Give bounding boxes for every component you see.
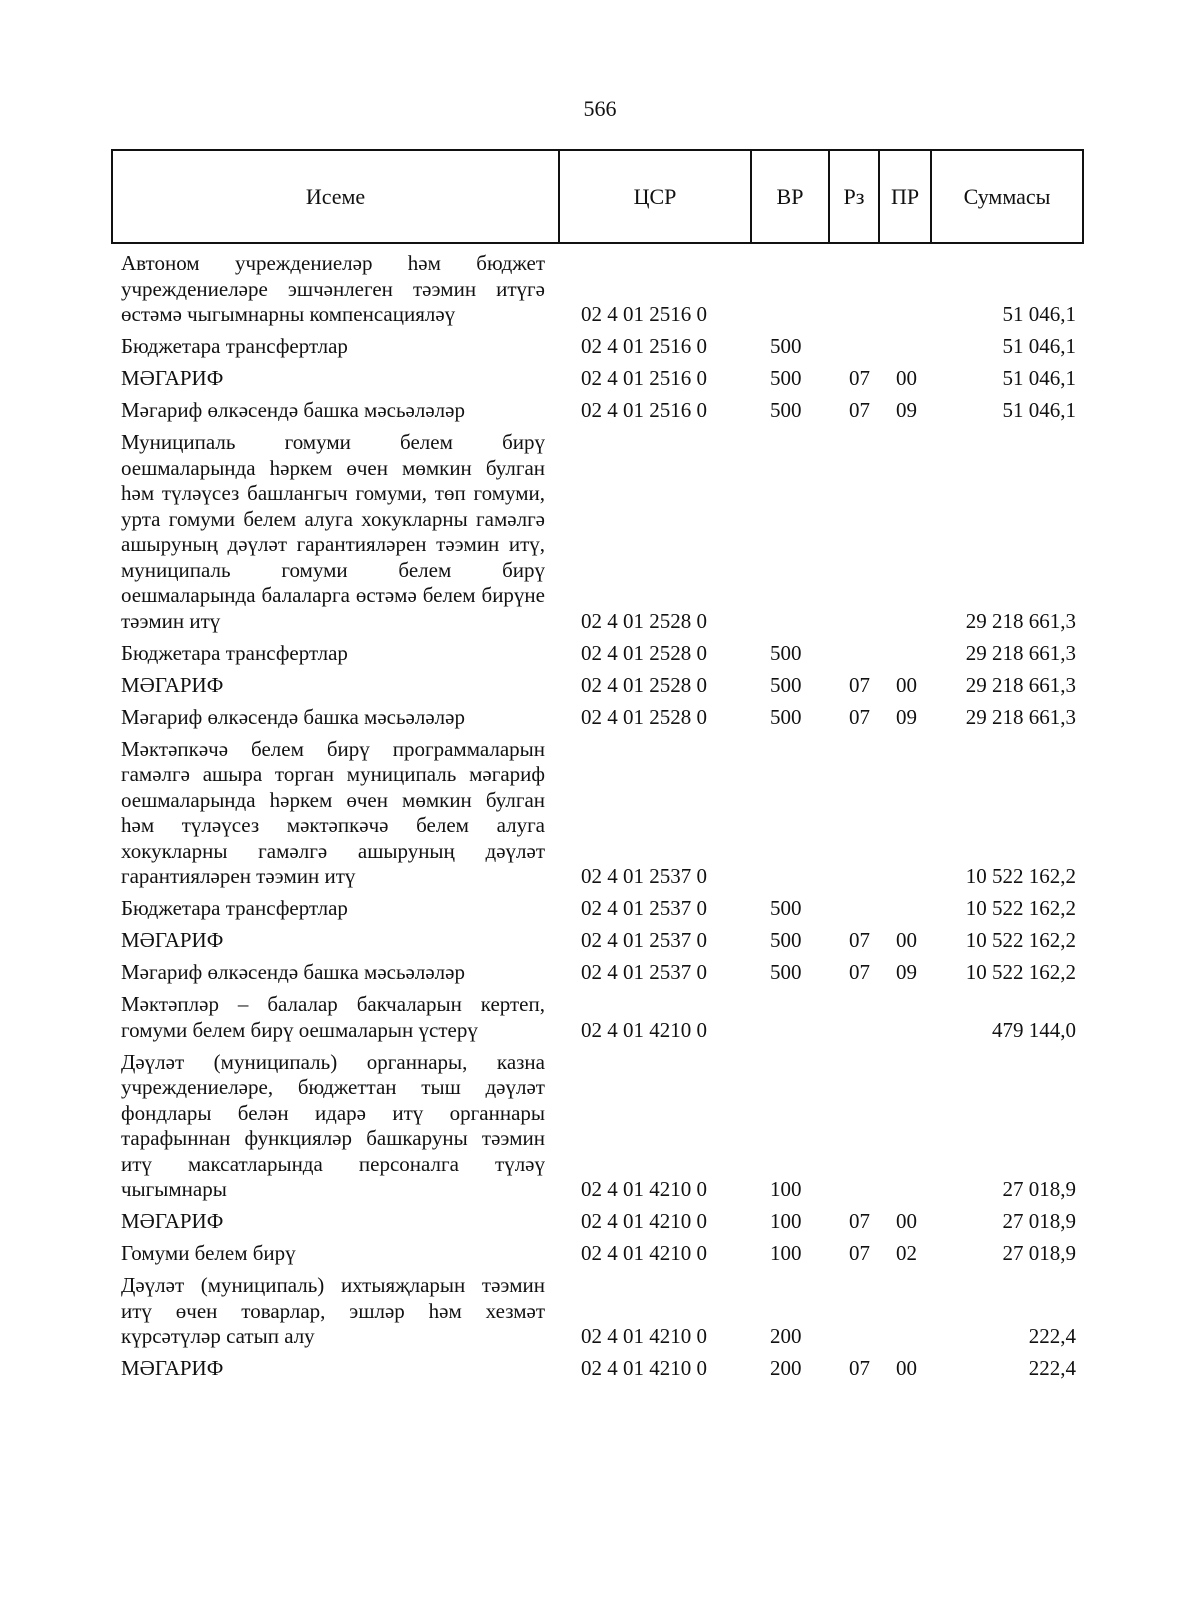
cell-pr: 00: [896, 1209, 917, 1233]
cell-pr: 09: [896, 398, 917, 422]
cell-sum: 222,4: [1028, 1356, 1076, 1380]
cell-sum: 10 522 162,2: [965, 928, 1076, 952]
table-row: [111, 334, 1084, 366]
cell-name: Дәүләт (муниципаль) органнары, казна учреждениеләре, бюджеттан тыш дәүләт фондлары белән идарә итү органнары тарафыннан функцияләр башкаруны тәэмин итү максатларында персоналга түләү чыгымнары: [121, 1049, 545, 1201]
table-row: [111, 1273, 1084, 1356]
cell-sum: 51 046,1: [1002, 398, 1076, 422]
cell-csr: 02 4 01 2537 0: [581, 896, 707, 920]
cell-vr: 500: [770, 640, 802, 665]
cell-csr: 02 4 01 4210 0: [581, 1241, 707, 1265]
cell-pr: 00: [896, 672, 917, 697]
table-row: [111, 928, 1084, 960]
table-row: [111, 705, 1084, 737]
table-row: [111, 737, 1084, 897]
page-number: 566: [583, 96, 617, 121]
cell-csr: 02 4 01 2528 0: [581, 704, 707, 729]
cell-sum: 10 522 162,2: [965, 896, 1076, 920]
cell-csr: 02 4 01 2516 0: [581, 398, 707, 422]
cell-csr: 02 4 01 2537 0: [581, 928, 707, 952]
table-row: [111, 896, 1084, 928]
header-sum: Суммасы: [963, 183, 1051, 209]
cell-name: МӘГАРИФ: [121, 1356, 224, 1380]
cell-csr: 02 4 01 4210 0: [581, 1209, 707, 1233]
cell-name: МӘГАРИФ: [121, 1209, 224, 1233]
table-row: [111, 251, 1084, 334]
table-row: [111, 430, 1084, 641]
cell-name: Бюджетара трансфертлар: [121, 640, 348, 665]
cell-sum: 29 218 661,3: [965, 672, 1076, 697]
cell-vr: 500: [770, 398, 802, 422]
table-row: [111, 1209, 1084, 1241]
cell-vr: 100: [770, 1209, 802, 1233]
cell-sum: 27 018,9: [1002, 1177, 1076, 1201]
cell-name: Мәктәпкәчә белем бирү программаларын гамәлгә ашыра торган муниципаль мәгариф оешмаларында һәркем өчен мөмкин булган һәм түләүсез мәктәпкәчә белем алуга хокукларны гамәлгә ашыруның дәүләт гарантияләрен тәэмин итү: [121, 736, 545, 888]
header-name: Исеме: [113, 151, 560, 242]
cell-csr: 02 4 01 2537 0: [581, 960, 707, 984]
cell-vr: 100: [770, 1241, 802, 1265]
cell-rz: 07: [849, 398, 870, 422]
cell-vr: 500: [770, 704, 802, 729]
cell-name: Муниципаль гомуми белем бирү оешмаларында һәркем өчен мөмкин булган һәм түләүсез башлангыч гомуми, төп гомуми, урта гомуми белем алуга хокукларны гамәлгә ашыруның дәүләт гарантияләрен тәэмин итү, муниципаль гомуми белем бирү оешмаларында балаларга өстәмә белем бирүне тәэмин итү: [121, 430, 545, 633]
table-body: [111, 251, 1084, 1388]
cell-name: Мәгариф өлкәсендә башка мәсьәләләр: [121, 704, 465, 729]
cell-csr: 02 4 01 4210 0: [581, 1177, 707, 1201]
cell-csr: 02 4 01 2516 0: [581, 302, 707, 326]
cell-sum: 10 522 162,2: [965, 864, 1076, 888]
table-row: [111, 992, 1084, 1050]
cell-csr: 02 4 01 4210 0: [581, 1017, 707, 1042]
cell-sum: 51 046,1: [1002, 334, 1076, 358]
cell-sum: 51 046,1: [1002, 366, 1076, 390]
cell-rz: 07: [849, 704, 870, 729]
cell-name: Гомуми белем бирү: [121, 1241, 296, 1265]
cell-sum: 27 018,9: [1002, 1209, 1076, 1233]
cell-sum: 222,4: [1028, 1324, 1076, 1348]
cell-csr: 02 4 01 2537 0: [581, 864, 707, 888]
cell-vr: 200: [770, 1356, 802, 1380]
table-row: [111, 366, 1084, 398]
cell-name: Бюджетара трансфертлар: [121, 334, 348, 358]
table-row: [111, 960, 1084, 992]
cell-csr: 02 4 01 2528 0: [581, 608, 707, 633]
cell-vr: 500: [770, 896, 802, 920]
cell-vr: 500: [770, 672, 802, 697]
cell-name: Бюджетара трансфертлар: [121, 896, 348, 920]
cell-csr: 02 4 01 4210 0: [581, 1356, 707, 1380]
cell-csr: 02 4 01 2516 0: [581, 334, 707, 358]
cell-vr: 500: [770, 928, 802, 952]
cell-csr: 02 4 01 2528 0: [581, 672, 707, 697]
cell-csr: 02 4 01 2516 0: [581, 366, 707, 390]
cell-pr: 09: [896, 704, 917, 729]
cell-csr: 02 4 01 2528 0: [581, 640, 707, 665]
cell-name: МӘГАРИФ: [121, 928, 224, 952]
table-row: [111, 398, 1084, 430]
cell-name: Дәүләт (муниципаль) ихтыяҗларын тәэмин итү өчен товарлар, эшләр һәм хезмәт күрсәтүләр сатып алу: [121, 1273, 545, 1348]
cell-rz: 07: [849, 672, 870, 697]
cell-pr: 00: [896, 1356, 917, 1380]
table-row: [111, 1241, 1084, 1273]
table-row: [111, 641, 1084, 673]
cell-sum: 10 522 162,2: [965, 960, 1076, 984]
header-pr: ПР: [880, 151, 932, 242]
cell-name: Автоном учреждениеләр һәм бюджет учреждениеләре эшчәнлеген тәэмин итүгә өстәмә чыгымнарны компенсацияләү: [121, 251, 545, 326]
cell-sum: 29 218 661,3: [965, 640, 1076, 665]
table-header: [111, 149, 1084, 244]
cell-vr: 500: [770, 334, 802, 358]
cell-name: Мәктәпләр – балалар бакчаларын кертеп, гомуми белем бирү оешмаларын үстерү: [121, 992, 545, 1042]
cell-name: МӘГАРИФ: [121, 366, 224, 390]
cell-pr: 00: [896, 366, 917, 390]
cell-rz: 07: [849, 1241, 870, 1265]
cell-csr: 02 4 01 4210 0: [581, 1324, 707, 1348]
table-row: [111, 1050, 1084, 1210]
header-vr: ВР: [752, 151, 830, 242]
cell-rz: 07: [849, 1209, 870, 1233]
cell-vr: 100: [770, 1177, 802, 1201]
cell-vr: 500: [770, 960, 802, 984]
cell-pr: 02: [896, 1241, 917, 1265]
cell-vr: 500: [770, 366, 802, 390]
cell-rz: 07: [849, 366, 870, 390]
cell-vr: 200: [770, 1324, 802, 1348]
cell-name: Мәгариф өлкәсендә башка мәсьәләләр: [121, 398, 465, 422]
header-csr: ЦСР: [560, 151, 752, 242]
cell-rz: 07: [849, 928, 870, 952]
table-row: [111, 673, 1084, 705]
header-rz: Рз: [830, 151, 880, 242]
cell-sum: 479 144,0: [992, 1017, 1076, 1042]
cell-rz: 07: [849, 960, 870, 984]
cell-sum: 27 018,9: [1002, 1241, 1076, 1265]
cell-pr: 09: [896, 960, 917, 984]
cell-sum: 29 218 661,3: [965, 704, 1076, 729]
cell-sum: 29 218 661,3: [965, 608, 1076, 633]
table-row: [111, 1356, 1084, 1388]
cell-name: Мәгариф өлкәсендә башка мәсьәләләр: [121, 960, 465, 984]
cell-pr: 00: [896, 928, 917, 952]
cell-sum: 51 046,1: [1002, 302, 1076, 326]
cell-rz: 07: [849, 1356, 870, 1380]
cell-name: МӘГАРИФ: [121, 672, 224, 697]
